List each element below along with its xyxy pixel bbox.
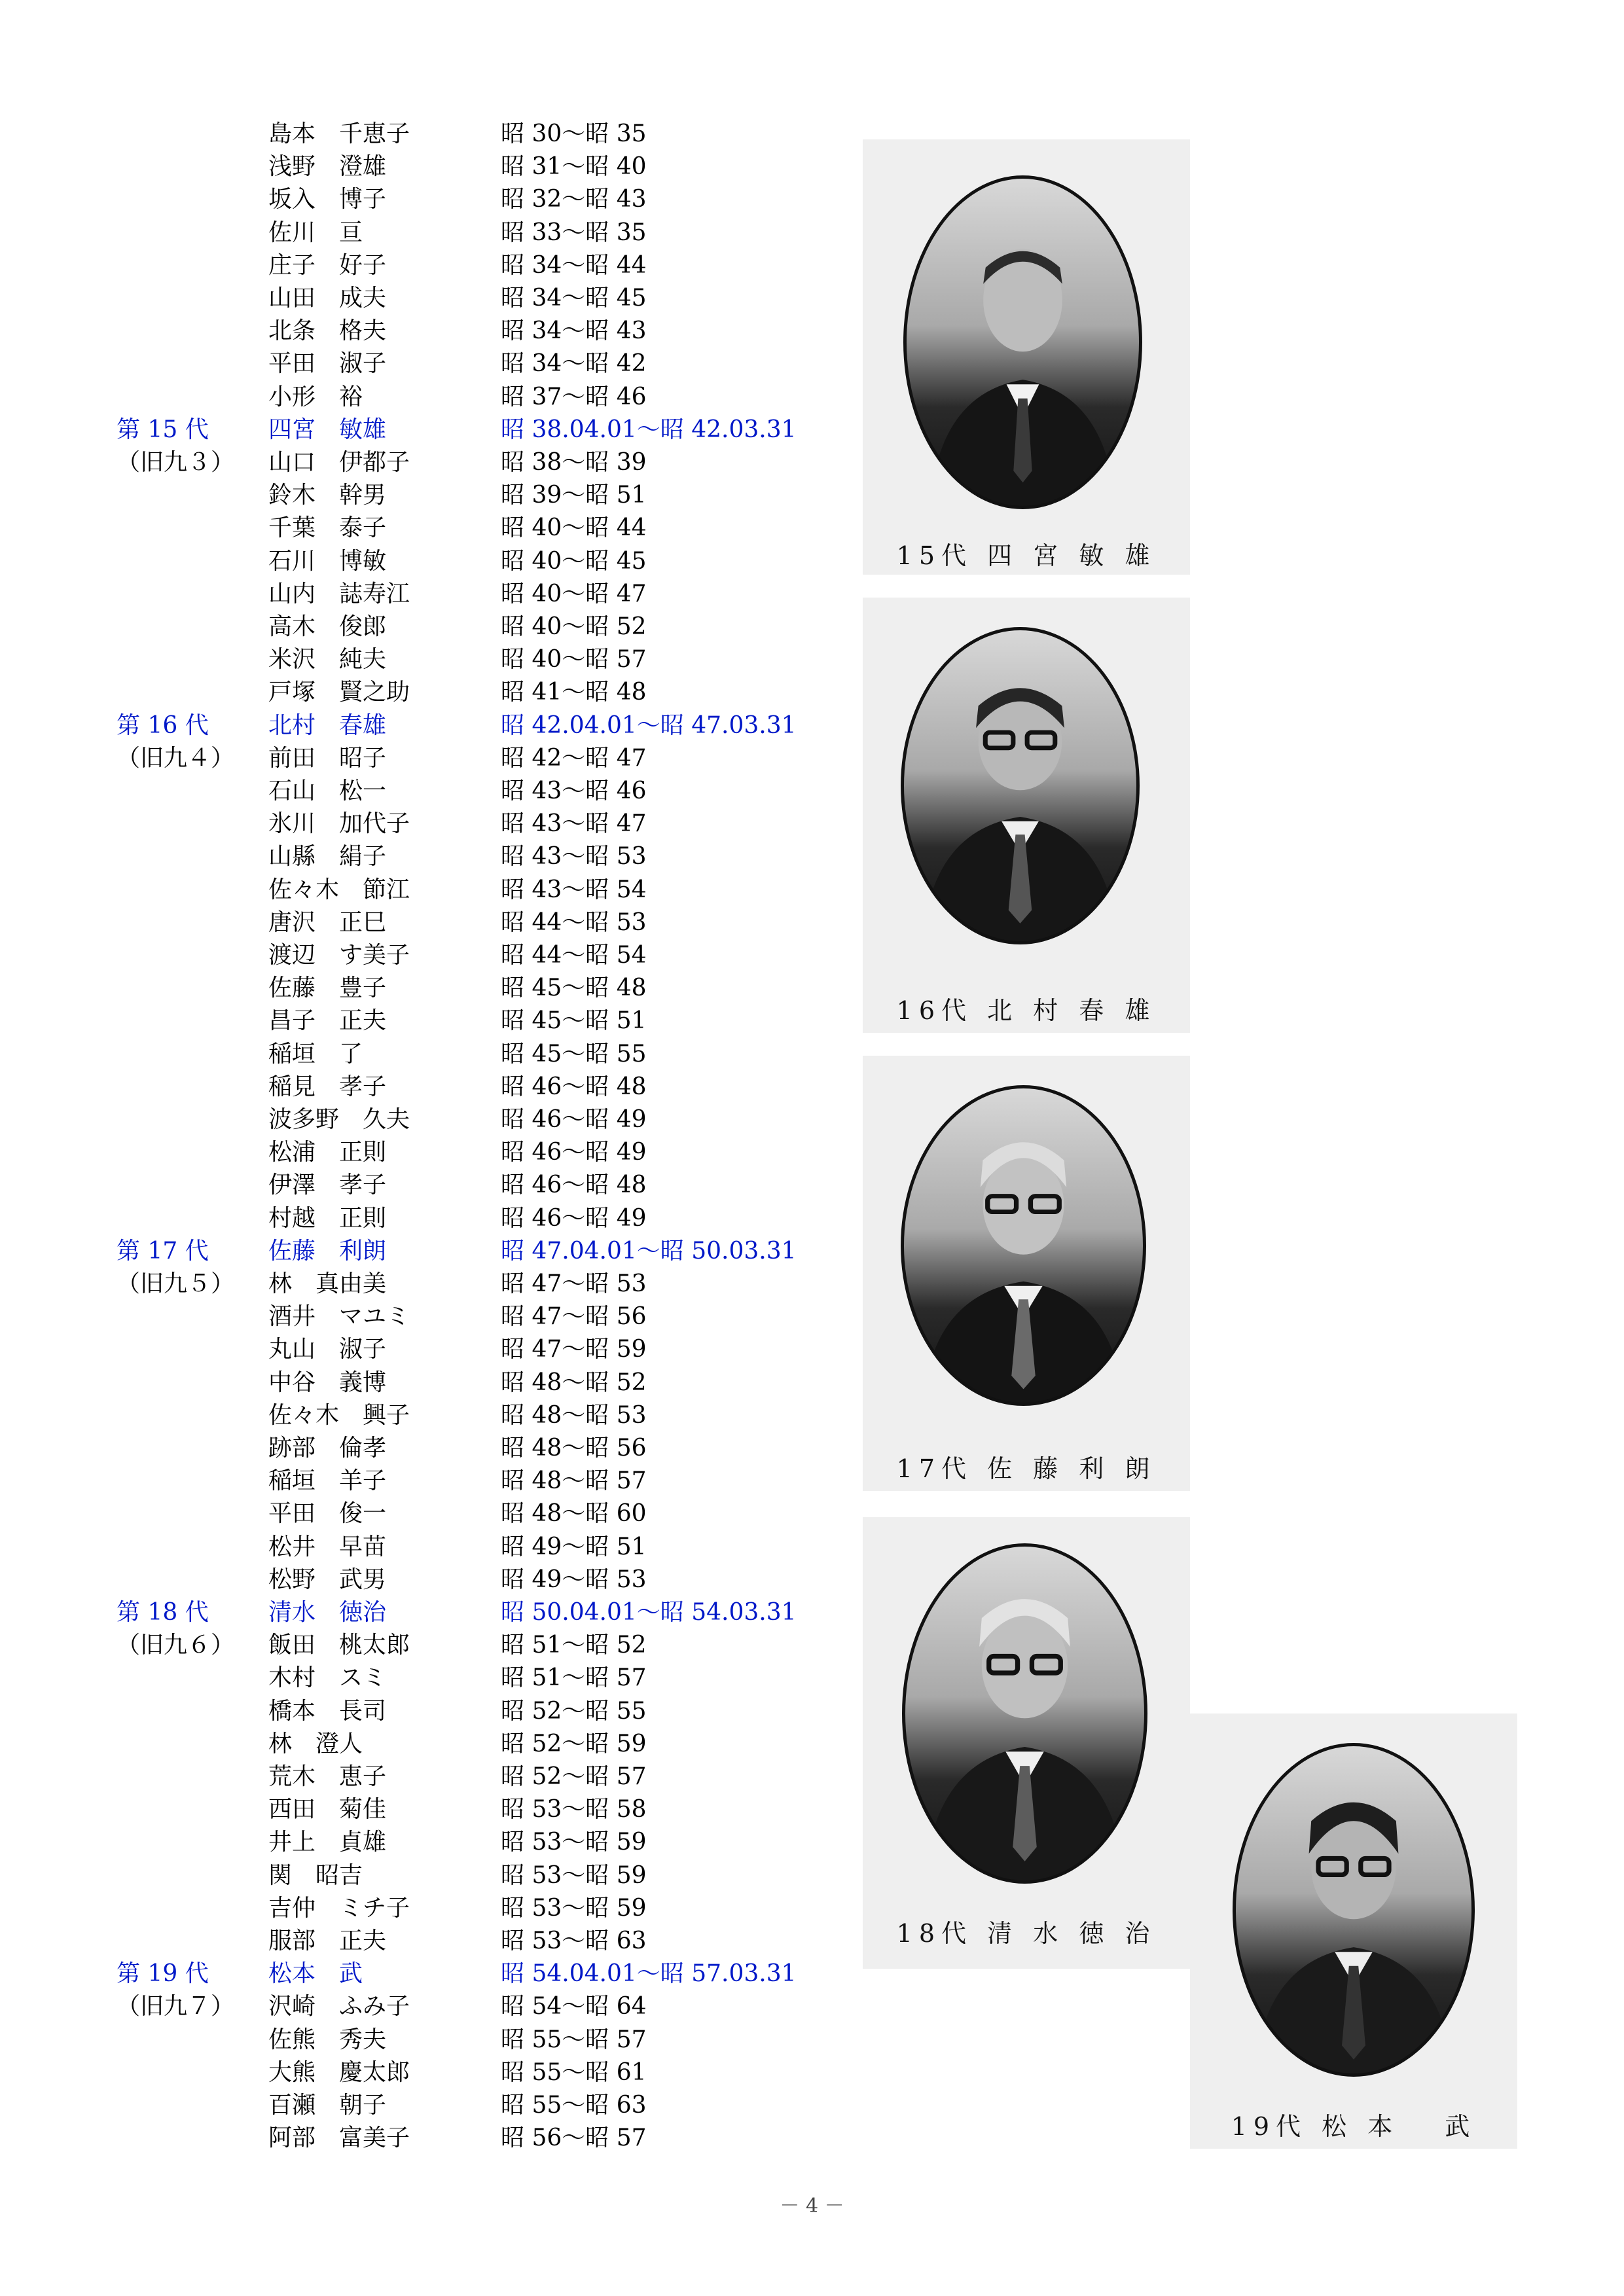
tenure-period: 昭 30～昭 35 [501, 120, 647, 147]
staff-name: 松野 武男 [268, 1566, 387, 1593]
staff-name: 昌子 正夫 [268, 1007, 387, 1035]
tenure-period: 昭 51～昭 57 [501, 1664, 647, 1692]
portrait-caption: 16代 北 村 春 雄 [896, 996, 1157, 1025]
staff-name: 山縣 絹子 [268, 843, 387, 870]
generation-label: 第 17 代 [117, 1237, 209, 1265]
staff-name: 跡部 倫孝 [268, 1435, 387, 1462]
tenure-period: 昭 42～昭 47 [501, 744, 647, 772]
tenure-period: 昭 41～昭 48 [501, 679, 647, 706]
generation-label: 第 18 代 [117, 1599, 209, 1626]
generation-label: （旧九５） [117, 1270, 235, 1297]
tenure-period: 昭 44～昭 53 [501, 908, 647, 936]
tenure-period: 昭 53～昭 58 [501, 1796, 647, 1823]
tenure-period: 昭 56～昭 57 [501, 2125, 647, 2152]
tenure-period: 昭 43～昭 53 [501, 843, 647, 870]
portrait-caption: 15代 四 宮 敏 雄 [896, 541, 1157, 570]
tenure-period: 昭 33～昭 35 [501, 219, 647, 246]
staff-name: 鈴木 幹男 [268, 482, 387, 509]
portrait-17 [863, 1056, 1190, 1491]
tenure-period: 昭 53～昭 63 [501, 1928, 647, 1954]
tenure-period: 昭 54～昭 64 [501, 1993, 647, 2020]
staff-name: 四宮 敏雄 [268, 416, 387, 443]
staff-name: 関 昭吉 [268, 1861, 363, 1889]
tenure-period: 昭 55～昭 57 [501, 2026, 647, 2053]
staff-name: 西田 菊佳 [268, 1796, 387, 1823]
tenure-period: 昭 47～昭 53 [501, 1270, 647, 1297]
tenure-period: 昭 55～昭 63 [501, 2092, 647, 2119]
generation-label: （旧九７） [117, 1993, 235, 2020]
tenure-period: 昭 40～昭 45 [501, 547, 647, 575]
portrait-photo [902, 1543, 1147, 1884]
tenure-period: 昭 53～昭 59 [501, 1829, 647, 1856]
tenure-period: 昭 34～昭 43 [501, 317, 647, 345]
staff-name: 渡辺 す美子 [268, 942, 410, 969]
tenure-period: 昭 48～昭 57 [501, 1467, 647, 1495]
tenure-period: 昭 45～昭 51 [501, 1007, 647, 1035]
tenure-period: 昭 34～昭 42 [501, 350, 647, 378]
generation-label: 第 16 代 [117, 711, 209, 739]
staff-name: 庄子 好子 [268, 251, 387, 279]
tenure-period: 昭 46～昭 49 [501, 1204, 647, 1232]
staff-name: 石川 博敏 [268, 547, 387, 575]
staff-name: 山口 伊都子 [268, 449, 410, 476]
portrait-caption: 18代 清 水 徳 治 [896, 1919, 1157, 1948]
staff-name: 佐藤 豊子 [268, 975, 387, 1002]
staff-name: 吉仲 ミチ子 [268, 1894, 410, 1922]
staff-name: 林 澄人 [268, 1730, 363, 1757]
staff-name: 村越 正則 [268, 1204, 387, 1232]
tenure-period: 昭 46～昭 48 [501, 1073, 647, 1100]
staff-name: 服部 正夫 [268, 1928, 387, 1954]
tenure-period: 昭 47～昭 56 [501, 1303, 647, 1331]
staff-name: 平田 俊一 [268, 1500, 387, 1528]
tenure-period: 昭 47.04.01～昭 50.03.31 [501, 1237, 797, 1265]
tenure-period: 昭 52～昭 59 [501, 1730, 647, 1757]
portrait-18 [863, 1517, 1190, 1969]
staff-name: 林 真由美 [268, 1270, 387, 1297]
staff-name: 稲垣 羊子 [268, 1467, 387, 1495]
portrait-photo [901, 627, 1140, 944]
staff-name: 百瀬 朝子 [268, 2092, 387, 2119]
staff-name: 佐々木 興子 [268, 1401, 410, 1429]
staff-name: 石山 松一 [268, 778, 387, 804]
tenure-period: 昭 38～昭 39 [501, 449, 647, 476]
tenure-period: 昭 40～昭 44 [501, 514, 647, 542]
staff-name: 木村 スミ [268, 1664, 387, 1692]
staff-name: 佐熊 秀夫 [268, 2026, 387, 2053]
staff-name: 井上 貞雄 [268, 1829, 387, 1856]
staff-name: 荒木 恵子 [268, 1763, 387, 1790]
generation-label: （旧九４） [117, 744, 235, 772]
staff-name: 氷川 加代子 [268, 810, 410, 838]
staff-name: 山田 成夫 [268, 285, 387, 312]
tenure-period: 昭 52～昭 55 [501, 1697, 647, 1725]
tenure-period: 昭 53～昭 59 [501, 1894, 647, 1922]
staff-name: 坂入 博子 [268, 186, 387, 213]
staff-name: 米沢 純夫 [268, 646, 387, 673]
tenure-period: 昭 47～昭 59 [501, 1336, 647, 1363]
generation-label: 第 19 代 [117, 1960, 209, 1988]
staff-name: 島本 千恵子 [268, 120, 410, 147]
tenure-period: 昭 43～昭 54 [501, 876, 647, 903]
generation-label: （旧九３） [117, 449, 235, 476]
staff-name: 阿部 富美子 [268, 2125, 410, 2152]
staff-name: 北村 春雄 [268, 711, 387, 739]
generation-label: （旧九６） [117, 1632, 235, 1659]
staff-name: 大熊 慶太郎 [268, 2058, 410, 2086]
tenure-period: 昭 48～昭 52 [501, 1369, 647, 1396]
tenure-period: 昭 38.04.01～昭 42.03.31 [501, 416, 797, 443]
staff-name: 松本 武 [268, 1960, 363, 1988]
staff-name: 戸塚 賢之助 [268, 679, 410, 706]
staff-name: 稲垣 了 [268, 1040, 363, 1067]
staff-name: 浅野 澄雄 [268, 153, 387, 181]
portrait-photo [901, 1085, 1146, 1406]
staff-name: 千葉 泰子 [268, 514, 387, 542]
page-number: － 4 － [780, 2195, 844, 2217]
portrait-19 [1190, 1713, 1517, 2149]
tenure-period: 昭 50.04.01～昭 54.03.31 [501, 1599, 797, 1626]
staff-name: 稲見 孝子 [268, 1073, 387, 1100]
tenure-period: 昭 48～昭 53 [501, 1401, 647, 1429]
tenure-period: 昭 49～昭 51 [501, 1533, 647, 1560]
staff-name: 橋本 長司 [268, 1697, 387, 1725]
staff-name: 平田 淑子 [268, 350, 387, 378]
tenure-period: 昭 34～昭 44 [501, 251, 647, 279]
staff-name: 松浦 正則 [268, 1139, 387, 1166]
staff-name: 清水 徳治 [268, 1599, 387, 1626]
staff-name: 山内 誌寿江 [268, 580, 410, 607]
tenure-period: 昭 46～昭 49 [501, 1106, 647, 1133]
generation-label: 第 15 代 [117, 416, 209, 443]
staff-name: 高木 俊郎 [268, 613, 387, 640]
tenure-period: 昭 55～昭 61 [501, 2058, 647, 2086]
portrait-15 [863, 139, 1190, 575]
tenure-period: 昭 42.04.01～昭 47.03.31 [501, 711, 797, 739]
portrait-16 [863, 598, 1190, 1033]
portrait-photo [903, 175, 1142, 509]
tenure-period: 昭 39～昭 51 [501, 482, 647, 509]
staff-name: 前田 昭子 [268, 744, 387, 772]
tenure-period: 昭 49～昭 53 [501, 1566, 647, 1593]
staff-name: 小形 裕 [268, 383, 363, 410]
tenure-period: 昭 53～昭 59 [501, 1861, 647, 1889]
tenure-period: 昭 31～昭 40 [501, 153, 647, 181]
tenure-period: 昭 32～昭 43 [501, 186, 647, 213]
tenure-period: 昭 48～昭 60 [501, 1500, 647, 1528]
tenure-period: 昭 40～昭 52 [501, 613, 647, 640]
tenure-period: 昭 52～昭 57 [501, 1763, 647, 1790]
portrait-caption: 17代 佐 藤 利 朗 [896, 1454, 1157, 1483]
tenure-period: 昭 54.04.01～昭 57.03.31 [501, 1960, 797, 1988]
staff-name: 中谷 義博 [268, 1369, 387, 1396]
tenure-period: 昭 44～昭 54 [501, 942, 647, 969]
staff-name: 佐々木 節江 [268, 876, 410, 903]
tenure-period: 昭 34～昭 45 [501, 285, 647, 312]
staff-name: 佐藤 利朗 [268, 1237, 387, 1265]
tenure-period: 昭 46～昭 48 [501, 1172, 647, 1199]
staff-name: 佐川 亘 [268, 219, 363, 246]
staff-name: 伊澤 孝子 [268, 1172, 387, 1199]
tenure-period: 昭 43～昭 46 [501, 778, 647, 804]
tenure-period: 昭 40～昭 47 [501, 580, 647, 607]
staff-name: 飯田 桃太郎 [268, 1632, 410, 1659]
staff-name: 松井 早苗 [268, 1533, 387, 1560]
portrait-caption: 19代 松 本 武 [1231, 2112, 1477, 2141]
staff-name: 丸山 淑子 [268, 1336, 387, 1363]
staff-name: 波多野 久夫 [268, 1106, 410, 1133]
tenure-period: 昭 48～昭 56 [501, 1435, 647, 1462]
tenure-period: 昭 45～昭 55 [501, 1040, 647, 1067]
staff-name: 沢崎 ふみ子 [268, 1993, 410, 2020]
tenure-period: 昭 40～昭 57 [501, 646, 647, 673]
staff-name: 酒井 マユミ [268, 1303, 410, 1331]
staff-name: 北条 格夫 [268, 317, 387, 345]
tenure-period: 昭 46～昭 49 [501, 1139, 647, 1166]
tenure-period: 昭 45～昭 48 [501, 975, 647, 1002]
tenure-period: 昭 43～昭 47 [501, 810, 647, 838]
staff-name: 唐沢 正巳 [268, 908, 387, 936]
tenure-period: 昭 37～昭 46 [501, 383, 647, 410]
tenure-period: 昭 51～昭 52 [501, 1632, 647, 1659]
portrait-photo [1233, 1743, 1475, 2077]
